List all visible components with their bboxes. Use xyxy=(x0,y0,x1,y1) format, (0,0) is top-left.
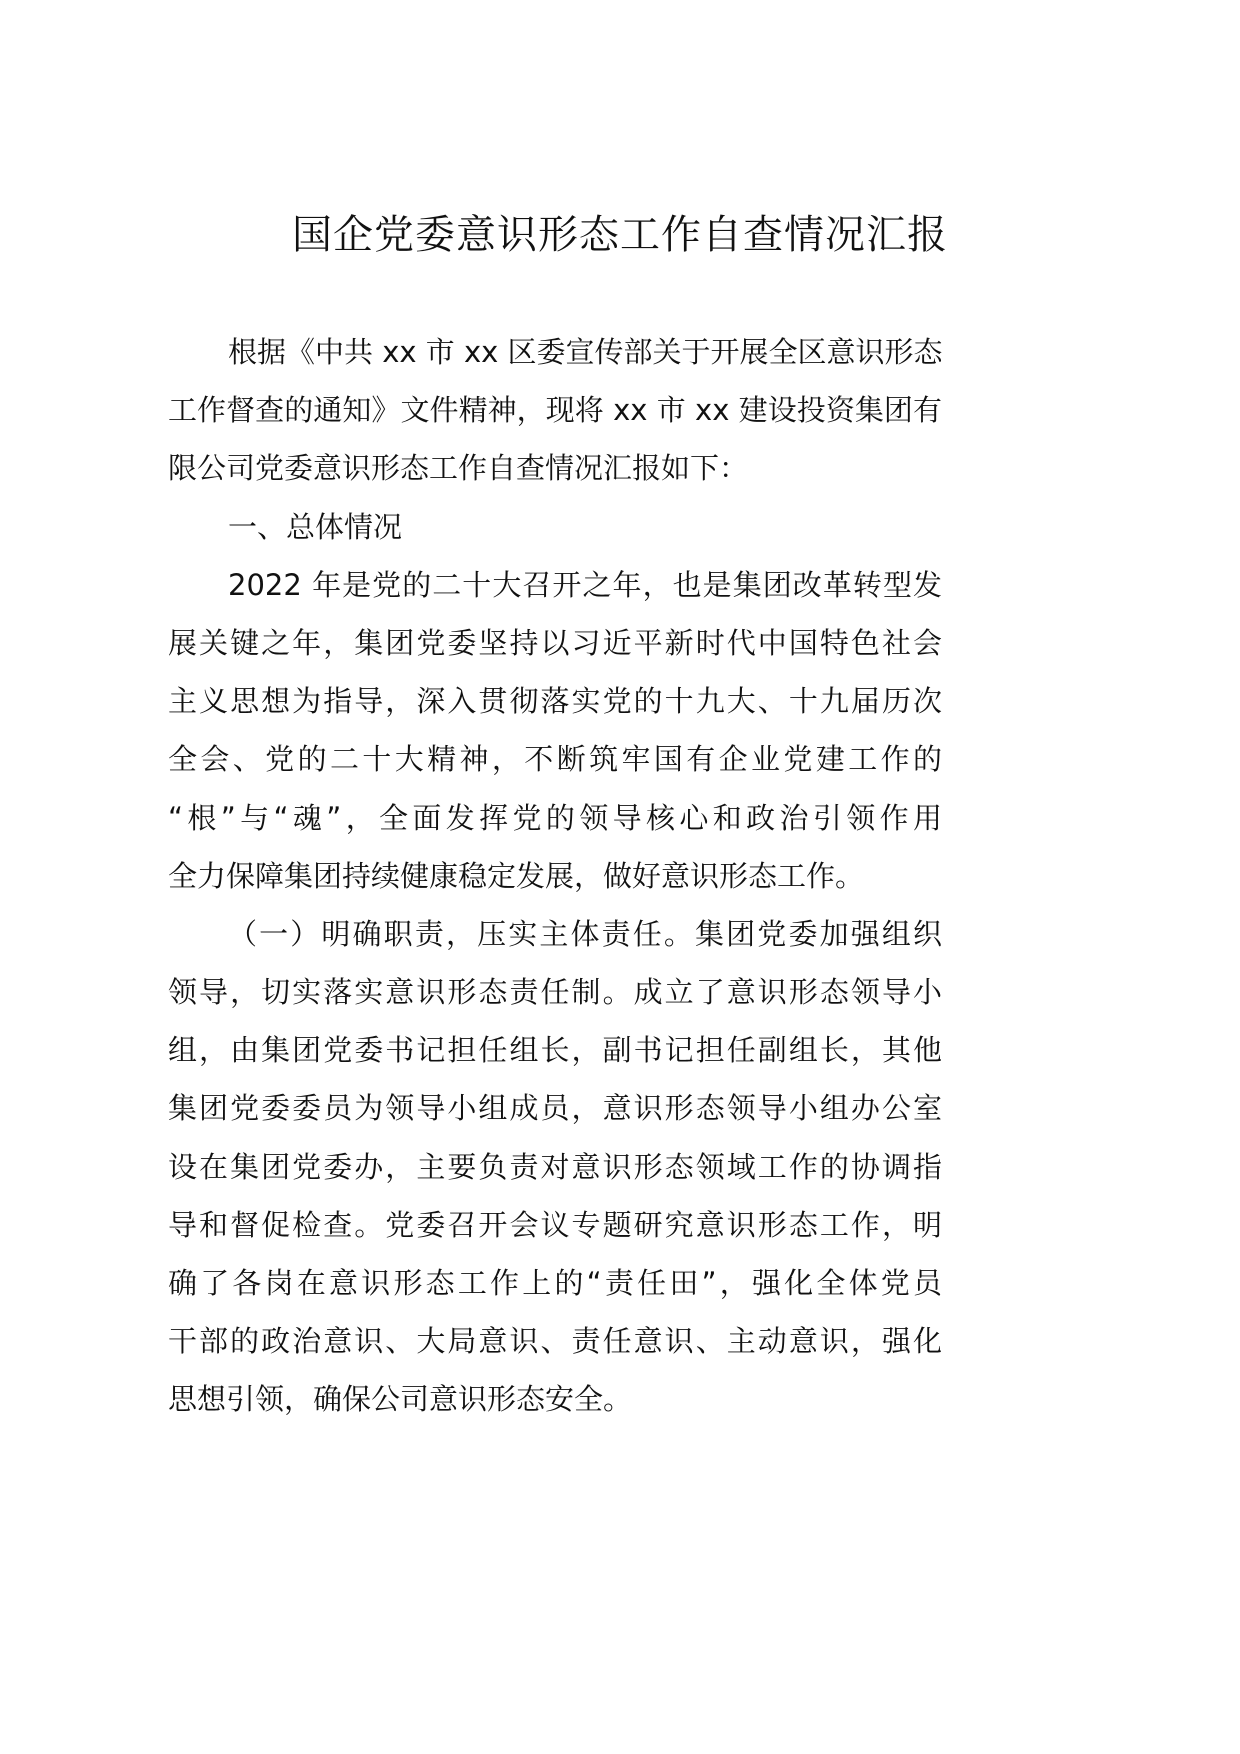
paragraph-line: 2022 年是党的二十大召开之年，也是集团改革转型发 xyxy=(228,567,942,602)
paragraph-line: 确了各岗在意识形态工作上的“责任田”，强化全体党员 xyxy=(168,1266,942,1300)
paragraph-line: 一、总体情况 xyxy=(228,509,403,544)
paragraph-line: 限公司党委意识形态工作自查情况汇报如下： xyxy=(168,451,749,486)
paragraph-line: 全会、党的二十大精神，不断筑牢国有企业党建工作的 xyxy=(168,742,942,777)
paragraph-line: “根”与“魂”，全面发挥党的领导核心和政治引领作用 xyxy=(168,800,942,835)
paragraph-line: 根据《中共 xx 市 xx 区委宣传部关于开展全区意识形态 xyxy=(228,335,943,369)
paragraph-line: 导和督促检查。党委召开会议专题研究意识形态工作，明 xyxy=(168,1207,942,1242)
paragraph-line: 集团党委委员为领导小组成员，意识形态领导小组办公室 xyxy=(168,1091,942,1126)
paragraph-line: 设在集团党委办，主要负责对意识形态领域工作的协调指 xyxy=(168,1149,942,1184)
paragraph-line: （一）明确职责，压实主体责任。集团党委加强组织 xyxy=(228,916,942,951)
document-title: 国企党委意识形态工作自查情况汇报 xyxy=(292,212,948,258)
paragraph-line: 干部的政治意识、大局意识、责任意识、主动意识，强化 xyxy=(168,1324,942,1359)
paragraph-line: 展关键之年，集团党委坚持以习近平新时代中国特色社会 xyxy=(168,625,942,660)
paragraph-line: 工作督查的通知》文件精神，现将 xx 市 xx 建设投资集团有 xyxy=(168,393,942,428)
document-body xyxy=(168,323,942,1429)
paragraph-line: 全力保障集团持续健康稳定发展，做好意识形态工作。 xyxy=(168,858,865,893)
paragraph-line: 组，由集团党委书记担任组长，副书记担任副组长，其他 xyxy=(168,1033,942,1068)
paragraph-line: 主义思想为指导，深入贯彻落实党的十九大、十九届历次 xyxy=(168,684,942,719)
paragraph-line: 思想引领，确保公司意识形态安全。 xyxy=(168,1382,633,1417)
paragraph-line: 领导，切实落实意识形态责任制。成立了意识形态领导小 xyxy=(168,975,942,1010)
